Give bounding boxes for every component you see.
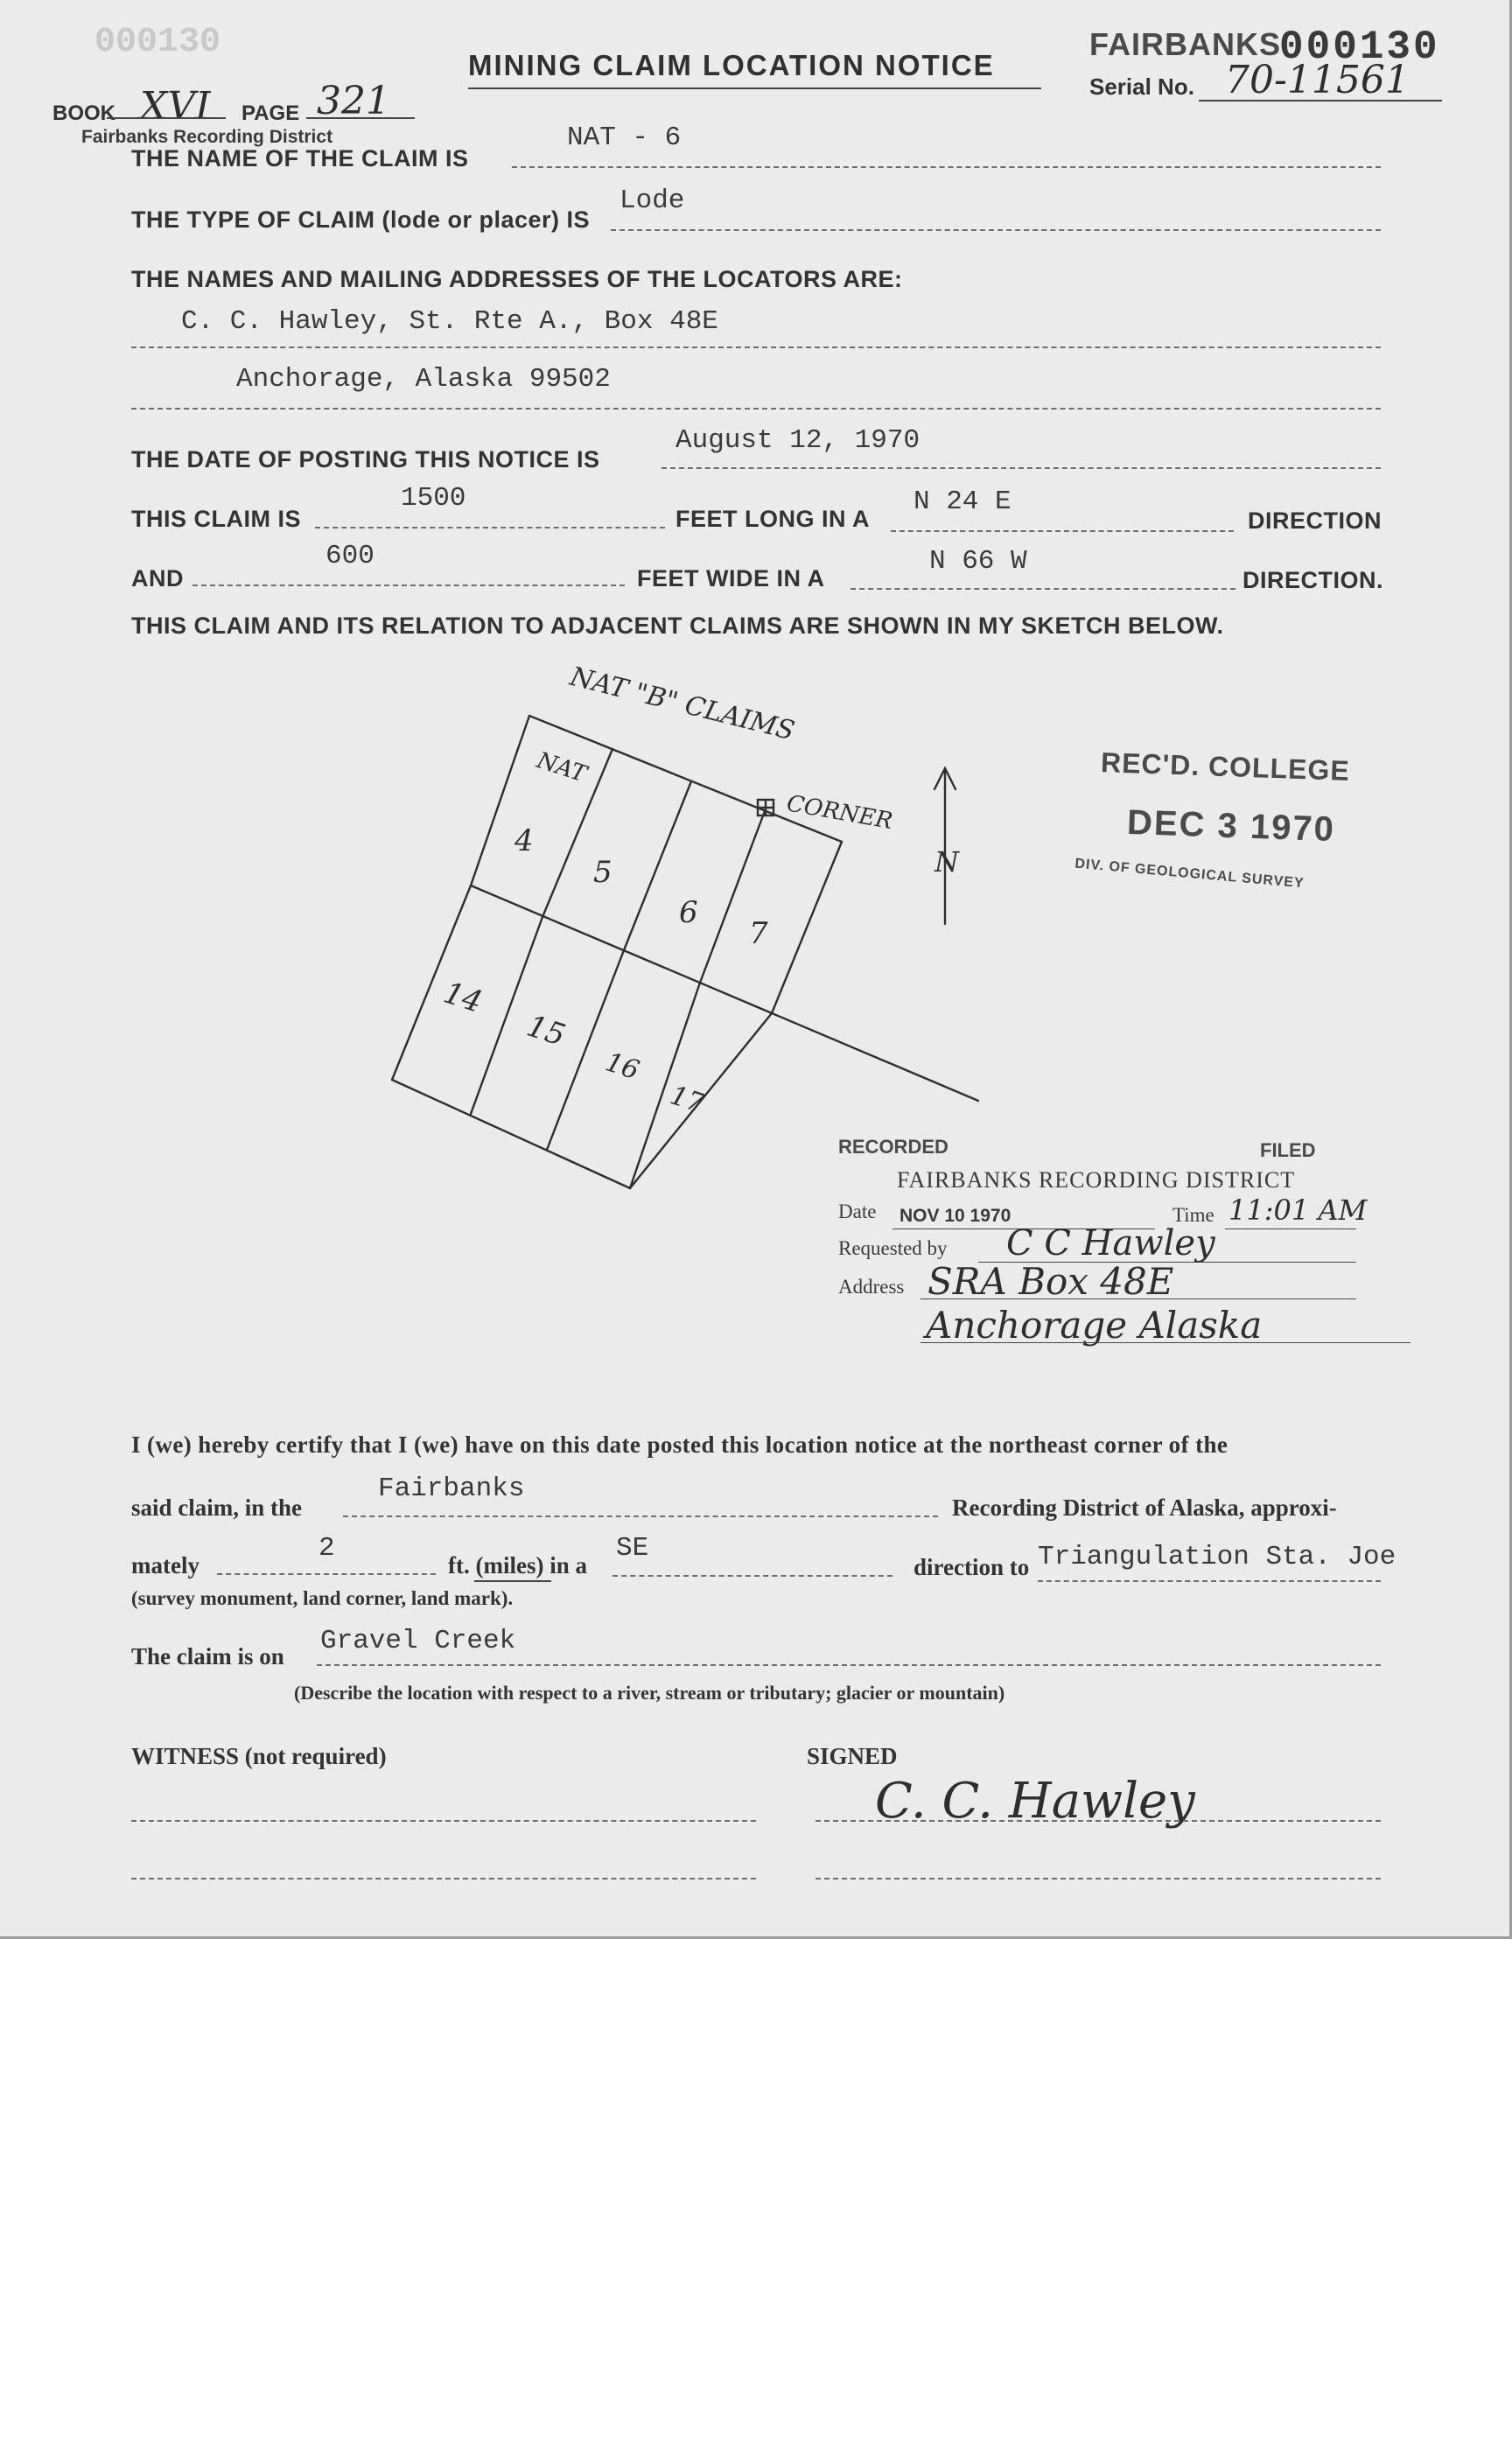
page-label: PAGE: [242, 102, 300, 125]
address-line-2: Anchorage Alaska: [926, 1304, 1263, 1347]
book-label: BOOK: [52, 102, 116, 125]
document-number: 000130: [1279, 24, 1440, 70]
direction-to-label: direction to: [914, 1554, 1030, 1580]
certification-line-1: I (we) hereby certify that I (we) have on this date posted this location notice at the northeast corner of the: [131, 1432, 1228, 1458]
requested-label: Requested by: [838, 1237, 948, 1259]
recorded-date-value: NOV 10 1970: [900, 1206, 1012, 1226]
sketch-corner-label: CORNER: [784, 790, 895, 836]
cert-district-value: Fairbanks: [378, 1474, 525, 1504]
sketch-claim-6: 6: [679, 895, 698, 930]
district-stamp: Fairbanks Recording District: [81, 127, 333, 147]
posting-value: August 12, 1970: [676, 425, 920, 456]
page-value: 321: [317, 79, 390, 123]
distance-value: 2: [318, 1533, 335, 1564]
sketch-claim-5: 5: [593, 855, 612, 890]
feet-long-label: FEET LONG IN A: [676, 506, 870, 532]
claim-name-value: NAT - 6: [567, 122, 682, 153]
form-title: MINING CLAIM LOCATION NOTICE: [468, 49, 995, 81]
received-stamp-line3: DIV. OF GEOLOGICAL SURVEY: [1074, 856, 1306, 892]
fairbanks-stamp: FAIRBANKS: [1089, 26, 1282, 62]
sketch-claim-14: 14: [439, 975, 486, 1020]
wide-direction-value: N 66 W: [929, 546, 1027, 577]
signed-line-2: [816, 1878, 1381, 1880]
filed-label: FILED: [1260, 1139, 1316, 1161]
address-label: Address: [838, 1276, 905, 1298]
feet-wide-label: FEET WIDE IN A: [637, 565, 825, 592]
sketch-claim-17: 17: [666, 1080, 708, 1120]
locators-label: THE NAMES AND MAILING ADDRESSES OF THE LOCATORS ARE:: [131, 266, 903, 292]
sketch-group-label: NAT "B" CLAIMS: [567, 661, 798, 747]
posting-label: THE DATE OF POSTING THIS NOTICE IS: [131, 446, 600, 472]
describe-hint: (Describe the location with respect to a river, stream or tributary; glacier or mountain): [294, 1682, 1005, 1704]
signed-line-1: [816, 1820, 1381, 1822]
width-value: 600: [326, 541, 374, 571]
locator-line-2: Anchorage, Alaska 99502: [236, 364, 611, 395]
landmark-value: Triangulation Sta. Joe: [1038, 1542, 1396, 1572]
long-direction-value: N 24 E: [914, 486, 1012, 517]
received-stamp-date: DEC 3 1970: [1126, 802, 1336, 850]
recorded-time-label: Time: [1172, 1204, 1214, 1226]
requested-value: C C Hawley: [1006, 1223, 1215, 1264]
direction-label-2: DIRECTION.: [1242, 567, 1384, 593]
book-value: XVI: [140, 84, 211, 129]
sketch-claim-4: 4: [514, 823, 534, 858]
recorded-date-label: Date: [838, 1200, 877, 1222]
recorded-label: RECORDED: [838, 1136, 948, 1158]
recorded-district: FAIRBANKS RECORDING DISTRICT: [897, 1167, 1296, 1193]
mately-label: mately: [131, 1552, 200, 1578]
sketch-label: THIS CLAIM AND ITS RELATION TO ADJACENT CLAIMS ARE SHOWN IN MY SKETCH BELOW.: [131, 612, 1224, 639]
landmark-hint: (survey monument, land corner, land mark).: [131, 1587, 514, 1609]
said-claim-label: said claim, in the: [131, 1494, 303, 1521]
ghost-number: 000130: [94, 23, 221, 62]
claim-type-label: THE TYPE OF CLAIM (lode or placer) IS: [131, 206, 591, 233]
recorded-time-value: 11:01 AM: [1228, 1194, 1368, 1227]
serial-value: 70-11561: [1225, 58, 1410, 102]
length-label: THIS CLAIM IS: [131, 506, 301, 532]
claim-name-label: THE NAME OF THE CLAIM IS: [131, 145, 469, 172]
sketch-bottom-line: [392, 1080, 630, 1188]
sketch-claim-16: 16: [601, 1046, 643, 1087]
signature-value: C. C. Hawley: [875, 1773, 1195, 1830]
claim-type-value: Lode: [620, 186, 685, 216]
direction-label: DIRECTION: [1248, 508, 1382, 534]
address-line-1: SRA Box 48E: [928, 1260, 1174, 1303]
sketch-left-upper: [471, 716, 529, 886]
claim-on-value: Gravel Creek: [320, 1626, 516, 1656]
sketch-claim-7: 7: [749, 916, 768, 951]
and-label: AND: [131, 565, 184, 592]
serial-label: Serial No.: [1089, 74, 1194, 100]
length-value: 1500: [401, 483, 466, 514]
witness-line-1: [131, 1820, 756, 1822]
recording-district-label: Recording District of Alaska, approxi-: [952, 1494, 1337, 1521]
distance-unit: ft. (miles) in a: [448, 1552, 587, 1578]
received-stamp-line1: REC'D. COLLEGE: [1100, 746, 1351, 787]
sketch-nat-label: NAT: [533, 747, 590, 788]
sketch-claim-15: 15: [522, 1008, 570, 1054]
cert-direction-value: SE: [616, 1533, 649, 1564]
witness-line-2: [131, 1878, 756, 1880]
sketch-right-upper: [772, 842, 842, 1013]
witness-label: WITNESS (not required): [131, 1743, 387, 1769]
signed-label: SIGNED: [807, 1743, 898, 1769]
sketch-north-label: N: [934, 845, 959, 878]
locator-line-1: C. C. Hawley, St. Rte A., Box 48E: [181, 306, 718, 337]
claim-on-label: The claim is on: [131, 1643, 284, 1670]
